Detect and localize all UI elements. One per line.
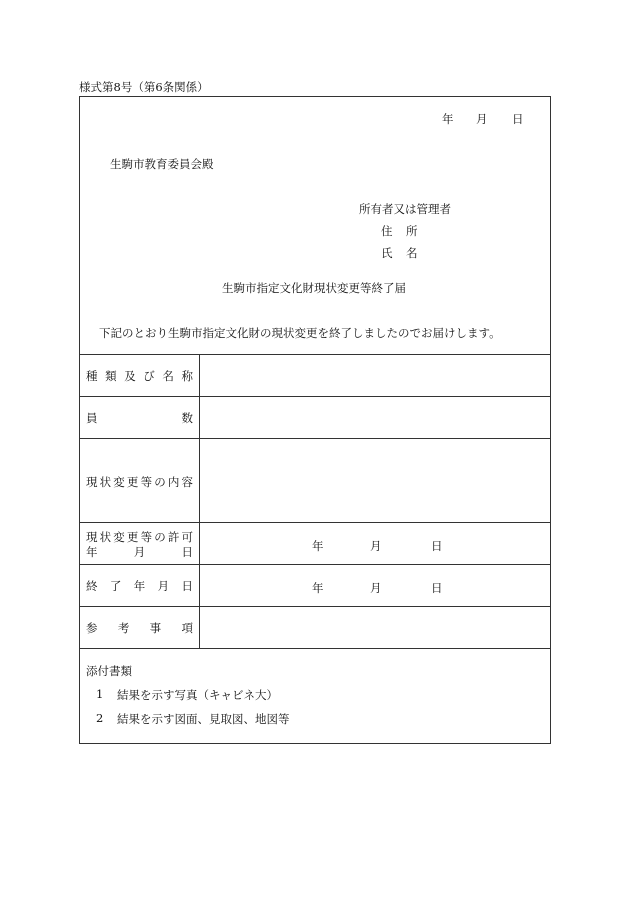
label-content: 現 状 変 更 等 の 内 容 — [86, 475, 193, 489]
label-permit-line2: 年 月 日 — [86, 545, 193, 559]
value-content[interactable] — [200, 439, 552, 522]
attachment-number-2: 2 — [96, 711, 104, 725]
permit-date-month: 月 — [370, 539, 382, 553]
applicant-title: 所有者又は管理者 — [359, 202, 451, 216]
statement: 下記のとおり生駒市指定文化財の現状変更を終了しましたのでお届けします。 — [99, 326, 501, 340]
header-date-month: 月 — [476, 112, 488, 126]
address-label-2: 所 — [406, 224, 418, 238]
label-count: 員 数 — [86, 411, 193, 425]
attachment-text-1: 結果を示す写真（キャビネ大） — [117, 688, 278, 702]
end-date-month: 月 — [370, 581, 382, 595]
label-remarks: 参 考 事 項 — [86, 621, 193, 635]
form-number: 様式第8号（第6条関係） — [79, 80, 209, 94]
table-line — [80, 522, 550, 523]
header-date-year: 年 — [442, 112, 454, 126]
end-date-year: 年 — [312, 581, 324, 595]
value-type-name[interactable] — [200, 355, 552, 396]
label-end-date: 終 了 年 月 日 — [86, 579, 193, 593]
permit-date-day: 日 — [431, 539, 443, 553]
table-line — [80, 648, 550, 649]
value-count[interactable] — [200, 397, 552, 438]
name-label-2: 名 — [406, 246, 418, 260]
attachment-text-2: 結果を示す図面、見取図、地図等 — [117, 712, 290, 726]
end-date-day: 日 — [431, 581, 443, 595]
label-permit-line1: 現 状 変 更 等 の 許 可 — [86, 530, 193, 544]
table-line — [80, 564, 550, 565]
label-type-name: 種 類 及 び 名 称 — [86, 369, 193, 383]
attachments-title: 添付書類 — [86, 664, 132, 678]
form-frame — [79, 96, 551, 744]
name-label-1: 氏 — [381, 246, 393, 260]
header-date-day: 日 — [512, 112, 524, 126]
address-label-1: 住 — [381, 224, 393, 238]
addressee: 生駒市教育委員会殿 — [110, 157, 214, 171]
value-remarks[interactable] — [200, 607, 552, 648]
permit-date-year: 年 — [312, 539, 324, 553]
document-title: 生駒市指定文化財現状変更等終了届 — [222, 281, 406, 295]
attachment-number-1: 1 — [96, 687, 104, 701]
